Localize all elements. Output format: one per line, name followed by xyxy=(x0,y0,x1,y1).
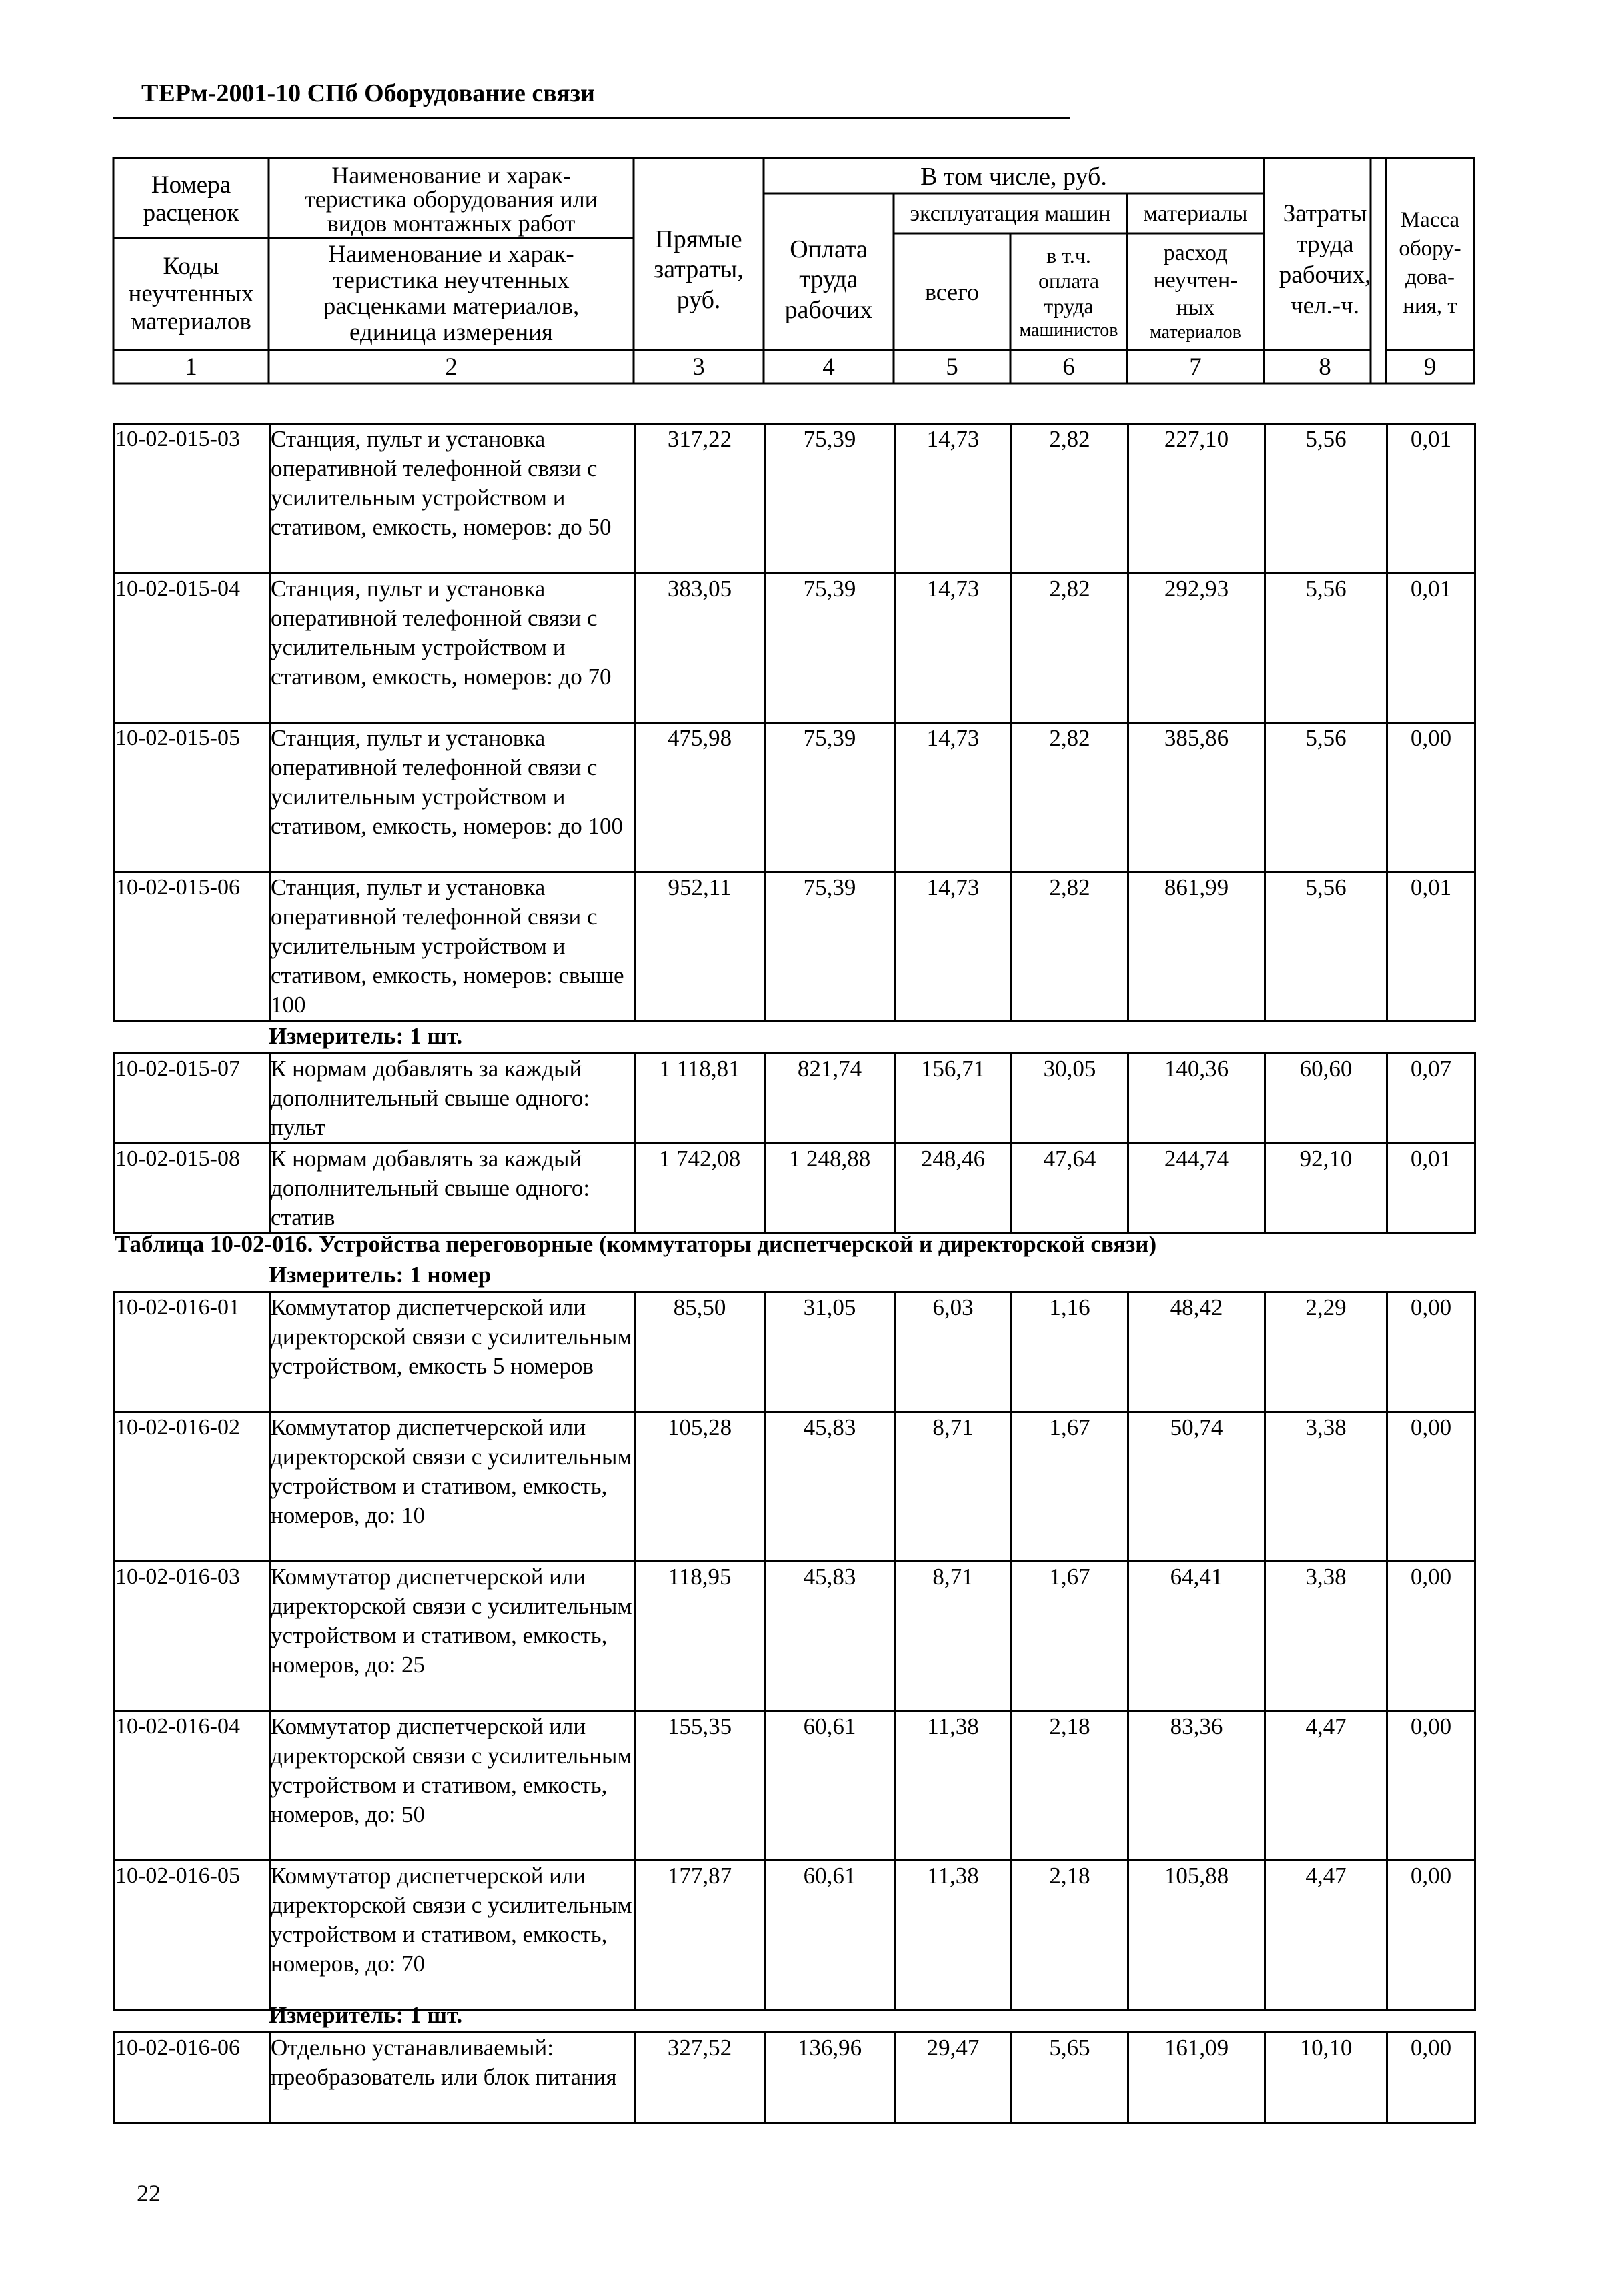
machines-total: 11,38 xyxy=(895,1861,1012,2010)
materials-cost: 105,88 xyxy=(1128,1861,1265,2010)
labor-hours: 4,47 xyxy=(1265,1711,1387,1861)
header-line: видов монтажных работ xyxy=(327,209,576,237)
table-row xyxy=(115,1292,1475,1412)
machinists-pay: 1,67 xyxy=(1012,1412,1128,1562)
work-name: Станция, пульт и установка оперативной телефонной связи с усилительным устройством и стативом, емкость, номеров: свыше 100 xyxy=(270,872,635,1022)
work-name: Отдельно устанавливаемый: преобразователь или блок питания xyxy=(270,2033,635,2123)
equipment-mass: 0,01 xyxy=(1387,872,1475,1022)
rate-code: 10-02-015-04 xyxy=(115,574,270,723)
column-number: 1 xyxy=(185,353,197,381)
equipment-mass: 0,00 xyxy=(1387,723,1475,872)
unit-line: Измеритель: 1 шт. xyxy=(269,2002,463,2028)
labor-pay: 60,61 xyxy=(765,1861,895,2010)
labor-pay: 821,74 xyxy=(765,1054,895,1144)
header-line: труда xyxy=(1296,230,1354,258)
equipment-mass: 0,00 xyxy=(1387,1412,1475,1562)
rate-code: 10-02-015-07 xyxy=(115,1054,270,1144)
header-line: машинистов xyxy=(1019,319,1118,341)
table-row xyxy=(115,872,1475,1022)
materials-cost: 48,42 xyxy=(1128,1292,1265,1412)
work-name: К нормам добавлять за каждый дополнительный свыше одного: статив xyxy=(270,1144,635,1234)
header-line: Наименование и харак- xyxy=(331,161,571,189)
header-direct-costs xyxy=(634,193,764,347)
header-line: в т.ч. xyxy=(1046,243,1091,267)
header-line: расход xyxy=(1163,241,1228,265)
header-line: расценками материалов, xyxy=(323,293,580,320)
header-line: всего xyxy=(924,278,980,305)
rate-code: 10-02-016-01 xyxy=(115,1292,270,1412)
header-line: Оплата xyxy=(790,235,868,263)
work-name: Станция, пульт и установка оперативной телефонной связи с усилительным устройством и стативом, емкость, номеров: до 70 xyxy=(270,574,635,723)
rates-table-015-b xyxy=(113,1052,1476,1234)
rate-code: 10-02-015-05 xyxy=(115,723,270,872)
labor-pay: 136,96 xyxy=(765,2033,895,2123)
header-line: рабочих xyxy=(784,295,873,324)
materials-cost: 292,93 xyxy=(1128,574,1265,723)
machines-total: 8,71 xyxy=(895,1412,1012,1562)
labor-pay: 75,39 xyxy=(765,424,895,574)
rates-table-015-a xyxy=(113,423,1476,1022)
machines-total: 248,46 xyxy=(895,1144,1012,1234)
rate-code: 10-02-016-03 xyxy=(115,1562,270,1711)
column-number: 9 xyxy=(1423,353,1437,381)
equipment-mass: 0,00 xyxy=(1387,1292,1475,1412)
header-line: теристика неучтенных xyxy=(333,267,570,295)
direct-costs: 1 118,81 xyxy=(635,1054,765,1144)
labor-hours: 5,56 xyxy=(1265,574,1387,723)
header-line: обору- xyxy=(1399,237,1461,261)
machinists-pay: 2,82 xyxy=(1012,574,1128,723)
header-line: материалов xyxy=(131,307,251,335)
rate-code: 10-02-016-02 xyxy=(115,1412,270,1562)
table-caption: Таблица 10-02-016. Устройства переговорные (коммутаторы диспетчерской и директорской связи) xyxy=(115,1231,1157,1257)
equipment-mass: 0,00 xyxy=(1387,1861,1475,2010)
work-name: Коммутатор диспетчерской или директорской связи с усилительным устройством, емкость 5 номеров xyxy=(270,1292,635,1412)
header-material-name xyxy=(269,239,634,349)
header-line: Прямые xyxy=(655,225,742,253)
equipment-mass: 0,01 xyxy=(1387,424,1475,574)
header-line: Масса xyxy=(1400,208,1460,233)
header-line: неучтен- xyxy=(1153,267,1238,293)
unit-line: Измеритель: 1 номер xyxy=(269,1262,492,1288)
header-line: теристика оборудования или xyxy=(305,185,598,213)
rate-code: 10-02-016-04 xyxy=(115,1711,270,1861)
column-number: 2 xyxy=(445,353,458,381)
column-number: 4 xyxy=(822,353,835,381)
header-line: ния, т xyxy=(1403,293,1457,318)
materials-cost: 244,74 xyxy=(1128,1144,1265,1234)
labor-hours: 3,38 xyxy=(1265,1562,1387,1711)
machines-total: 14,73 xyxy=(895,424,1012,574)
header-line: эксплуатация машин xyxy=(910,201,1111,226)
header-unaccounted-materials xyxy=(1127,235,1264,349)
header-line: Коды xyxy=(163,252,219,280)
work-name: Станция, пульт и установка оперативной телефонной связи с усилительным устройством и стативом, емкость, номеров: до 100 xyxy=(270,723,635,872)
work-name: Коммутатор диспетчерской или директорской связи с усилительным устройством и стативом, емкость, номеров, до: 25 xyxy=(270,1562,635,1711)
machinists-pay: 47,64 xyxy=(1012,1144,1128,1234)
machines-total: 14,73 xyxy=(895,872,1012,1022)
labor-hours: 60,60 xyxy=(1265,1054,1387,1144)
labor-pay: 75,39 xyxy=(765,723,895,872)
machines-total: 14,73 xyxy=(895,723,1012,872)
table-row xyxy=(115,424,1475,574)
header-rate-numbers xyxy=(113,160,269,238)
labor-hours: 3,38 xyxy=(1265,1412,1387,1562)
header-line: неучтенных xyxy=(128,280,254,308)
rate-code: 10-02-015-08 xyxy=(115,1144,270,1234)
machines-total: 14,73 xyxy=(895,574,1012,723)
machinists-pay: 2,82 xyxy=(1012,872,1128,1022)
table-row xyxy=(115,574,1475,723)
table-row xyxy=(115,2033,1475,2123)
header-machines xyxy=(894,195,1127,233)
header-line: чел.-ч. xyxy=(1291,292,1359,320)
table-row xyxy=(115,1412,1475,1562)
header-line: рабочих, xyxy=(1279,261,1371,289)
machinists-pay: 1,67 xyxy=(1012,1562,1128,1711)
machines-total: 6,03 xyxy=(895,1292,1012,1412)
table-row xyxy=(115,1711,1475,1861)
table-row xyxy=(115,1144,1475,1234)
header-work-name xyxy=(269,160,634,238)
materials-cost: 161,09 xyxy=(1128,2033,1265,2123)
table-row xyxy=(115,1861,1475,2010)
machines-total: 156,71 xyxy=(895,1054,1012,1144)
column-number: 3 xyxy=(692,353,705,381)
materials-cost: 385,86 xyxy=(1128,723,1265,872)
rate-code: 10-02-015-06 xyxy=(115,872,270,1022)
table-row xyxy=(115,1562,1475,1711)
header-line: руб. xyxy=(676,285,721,314)
equipment-mass: 0,07 xyxy=(1387,1054,1475,1144)
table-row xyxy=(115,1054,1475,1144)
rate-code: 10-02-016-05 xyxy=(115,1861,270,2010)
header-line: дова- xyxy=(1405,265,1455,289)
machines-total: 8,71 xyxy=(895,1562,1012,1711)
unit-line: Измеритель: 1 шт. xyxy=(269,1023,463,1049)
labor-hours: 5,56 xyxy=(1265,723,1387,872)
labor-hours: 2,29 xyxy=(1265,1292,1387,1412)
equipment-mass: 0,00 xyxy=(1387,2033,1475,2123)
work-name: Коммутатор диспетчерской или директорской связи с усилительным устройством и стативом, емкость, номеров, до: 10 xyxy=(270,1412,635,1562)
direct-costs: 952,11 xyxy=(635,872,765,1022)
header-material-codes xyxy=(113,239,269,349)
labor-pay: 75,39 xyxy=(765,574,895,723)
materials-cost: 64,41 xyxy=(1128,1562,1265,1711)
column-number: 8 xyxy=(1319,353,1331,381)
header-line: труда xyxy=(1044,294,1094,319)
direct-costs: 383,05 xyxy=(635,574,765,723)
labor-hours: 5,56 xyxy=(1265,872,1387,1022)
materials-cost: 83,36 xyxy=(1128,1711,1265,1861)
work-name: Коммутатор диспетчерской или директорской связи с усилительным устройством и стативом, емкость, номеров, до: 50 xyxy=(270,1711,635,1861)
header-materials xyxy=(1127,195,1264,233)
labor-hours: 92,10 xyxy=(1265,1144,1387,1234)
header-line: материалы xyxy=(1143,201,1248,226)
header-equipment-mass xyxy=(1386,180,1474,347)
header-line: ных xyxy=(1176,295,1215,320)
direct-costs: 118,95 xyxy=(635,1562,765,1711)
column-number: 7 xyxy=(1189,353,1202,381)
machines-total: 11,38 xyxy=(895,1711,1012,1861)
labor-hours: 4,47 xyxy=(1265,1861,1387,2010)
rate-code: 10-02-016-06 xyxy=(115,2033,270,2123)
labor-hours: 10,10 xyxy=(1265,2033,1387,2123)
header-line: труда xyxy=(799,265,858,294)
equipment-mass: 0,00 xyxy=(1387,1562,1475,1711)
direct-costs: 327,52 xyxy=(635,2033,765,2123)
machines-total: 29,47 xyxy=(895,2033,1012,2123)
direct-costs: 85,50 xyxy=(635,1292,765,1412)
equipment-mass: 0,01 xyxy=(1387,1144,1475,1234)
machinists-pay: 5,65 xyxy=(1012,2033,1128,2123)
direct-costs: 105,28 xyxy=(635,1412,765,1562)
direct-costs: 317,22 xyxy=(635,424,765,574)
materials-cost: 50,74 xyxy=(1128,1412,1265,1562)
equipment-mass: 0,01 xyxy=(1387,574,1475,723)
direct-costs: 155,35 xyxy=(635,1711,765,1861)
machinists-pay: 1,16 xyxy=(1012,1292,1128,1412)
header-group-label xyxy=(764,160,1264,193)
machinists-pay: 2,82 xyxy=(1012,723,1128,872)
header-machines-total xyxy=(894,235,1010,349)
header-line: Наименование и харак- xyxy=(328,241,574,269)
rate-code: 10-02-015-03 xyxy=(115,424,270,574)
labor-pay: 75,39 xyxy=(765,872,895,1022)
work-name: Коммутатор диспетчерской или директорской связи с усилительным устройством и стативом, емкость, номеров, до: 70 xyxy=(270,1861,635,2010)
labor-pay: 45,83 xyxy=(765,1562,895,1711)
header-labor-hours xyxy=(1264,173,1386,347)
header-line: оплата xyxy=(1038,269,1100,293)
table-row xyxy=(115,723,1475,872)
materials-cost: 861,99 xyxy=(1128,872,1265,1022)
equipment-mass: 0,00 xyxy=(1387,1711,1475,1861)
page-title: ТЕРм-2001-10 СПб Оборудование связи xyxy=(141,79,595,107)
machinists-pay: 30,05 xyxy=(1012,1054,1128,1144)
header-line: расценок xyxy=(143,199,239,227)
direct-costs: 177,87 xyxy=(635,1861,765,2010)
work-name: Станция, пульт и установка оперативной телефонной связи с усилительным устройством и стативом, емкость, номеров: до 50 xyxy=(270,424,635,574)
header-labor-pay xyxy=(764,213,894,347)
header-line: Номера xyxy=(151,171,231,199)
column-number: 6 xyxy=(1062,353,1075,381)
header-line: единица измерения xyxy=(349,318,553,346)
labor-pay: 60,61 xyxy=(765,1711,895,1861)
labor-pay: 1 248,88 xyxy=(765,1144,895,1234)
rates-table-016-a xyxy=(113,1291,1476,2011)
header-line: материалов xyxy=(1150,322,1241,343)
header-line: затраты, xyxy=(654,255,744,284)
labor-hours: 5,56 xyxy=(1265,424,1387,574)
rates-table-016-b xyxy=(113,2031,1476,2124)
machinists-pay: 2,82 xyxy=(1012,424,1128,574)
direct-costs: 475,98 xyxy=(635,723,765,872)
page-number: 22 xyxy=(137,2180,161,2207)
machinists-pay: 2,18 xyxy=(1012,1711,1128,1861)
materials-cost: 140,36 xyxy=(1128,1054,1265,1144)
labor-pay: 31,05 xyxy=(765,1292,895,1412)
header-line: В том числе, руб. xyxy=(920,162,1107,191)
direct-costs: 1 742,08 xyxy=(635,1144,765,1234)
header-line: Затраты xyxy=(1283,199,1367,227)
column-number: 5 xyxy=(946,353,958,381)
machinists-pay: 2,18 xyxy=(1012,1861,1128,2010)
header-machinists-pay xyxy=(1010,235,1127,349)
materials-cost: 227,10 xyxy=(1128,424,1265,574)
work-name: К нормам добавлять за каждый дополнительный свыше одного: пульт xyxy=(270,1054,635,1144)
labor-pay: 45,83 xyxy=(765,1412,895,1562)
